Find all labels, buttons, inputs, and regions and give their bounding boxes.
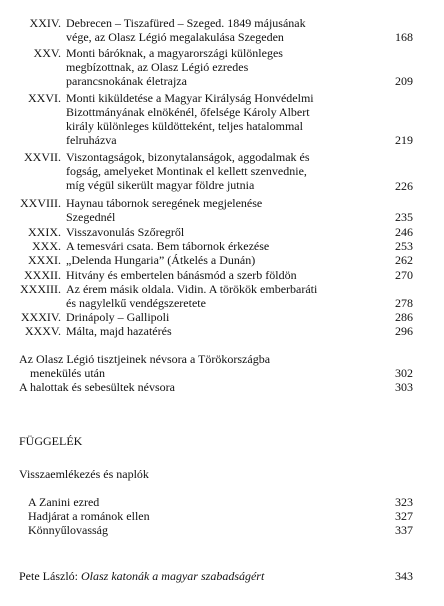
page-number: 235 xyxy=(395,210,413,224)
chapter-number: XXXIV. xyxy=(20,310,61,324)
chapter-title: Visszavonulás Szőregről xyxy=(66,225,185,239)
chapter-title: Haynau tábornok seregének megjelenése Szegednél xyxy=(66,196,263,224)
chapter-number: XXV. xyxy=(33,46,61,60)
chapter-title: Viszontagságok, bizonytalanságok, aggodalmak és fogság, amelyeket Montinak el kellett szenvednie, míg végül sikerült magyar földre jutnia xyxy=(66,150,310,192)
page-number: 253 xyxy=(395,239,413,253)
chapter-number: XXIX. xyxy=(28,225,61,239)
chapter-title: Hitvány és embertelen bánásmód a szerb földön xyxy=(66,268,297,282)
appendix-heading: FÜGGELÉK xyxy=(19,434,83,448)
page-number: 337 xyxy=(395,523,413,537)
page-number: 286 xyxy=(395,310,413,324)
page-number: 323 xyxy=(395,495,413,509)
page-number: 226 xyxy=(395,179,413,193)
chapter-title: Debrecen – Tiszafüred – Szeged. 1849 májusának vége, az Olasz Légió megalakulása Szegeden xyxy=(66,16,306,44)
chapter-number: XXXV. xyxy=(24,324,61,338)
chapter-title: Drinápoly – Gallipoli xyxy=(66,310,170,324)
page-number: 168 xyxy=(395,30,413,44)
page-number: 246 xyxy=(395,225,413,239)
page-number: 219 xyxy=(395,133,413,147)
chapter-number: XXVIII. xyxy=(20,196,61,210)
chapter-number: XXVII. xyxy=(24,150,61,164)
chapter-title: Málta, majd hazatérés xyxy=(66,324,172,338)
chapter-title: A temesvári csata. Bem tábornok érkezése xyxy=(66,239,270,253)
page-number: 278 xyxy=(395,296,413,310)
essay-title: Olasz katonák a magyar szabadságért xyxy=(80,569,265,583)
page-number: 343 xyxy=(395,569,413,583)
page-number: 302 xyxy=(395,366,413,380)
chapter-title: Az érem másik oldala. Vidin. A törökök emberbaráti és nagylelkű vendégszeretete xyxy=(66,282,318,310)
chapter-number: XXVI. xyxy=(28,91,61,105)
chapter-number: XXXII. xyxy=(24,268,61,282)
page-number: 303 xyxy=(395,380,413,394)
page-number: 296 xyxy=(395,324,413,338)
author: Pete László: xyxy=(19,569,81,583)
chapter-title: Monti kiküldetése a Magyar Királyság Honvédelmi Bizottmányának elnökénél, őfelsége Károly Albert király különleges küldötteként, teljes hatalommal felruházva xyxy=(66,91,314,147)
page-number: 327 xyxy=(395,509,413,523)
memoirs-heading: Visszaemlékezés és naplók xyxy=(19,467,149,481)
page-number: 262 xyxy=(395,253,413,267)
chapter-number: XXXIII. xyxy=(20,282,61,296)
chapter-number: XXXI. xyxy=(28,253,61,267)
chapter-title: Monti báróknak, a magyarországi különleges megbízottnak, az Olasz Légió ezredes parancsnokának életrajza xyxy=(66,46,283,88)
page-number: 209 xyxy=(395,74,413,88)
chapter-number: XXIV. xyxy=(29,16,61,30)
toc-page: XXIV. Debrecen – Tiszafüred – Szeged. 1849 májusának vége, az Olasz Légió megalakulása Szegeden 168 XXV. Monti báróknak, a magyarországi különleges megbízottnak, az Olasz Légió ezredes parancsnokának életrajza 209 XXVI. Monti kiküldetése a Magyar Királyság Honvédelmi Bizottmányának elnökénél, őfelsége Károly Albert király különleges küldötteként, teljes hatalommal felruházva 219 XXVII. Viszontagságok, bizonytalanságok, aggodalmak és fogság, amelyeket Montinak el kellett szenvednie, míg végül sikerült magyar földre jutnia 226 XXVIII. Haynau tábornok seregének megjelenése Szegednél 235 XXIX. Visszavonulás Szőregről 246 XXX. A temesvári csata. Bem tábornok érkezése 253 XXXI. „Delenda Hungaria” (Átkelés a Dunán) 262 XXXII. Hitvány és embertelen bánásmód a szerb földön 270 XXXIII. Az érem másik oldala. Vidin. A törökök emberbaráti és nagylelkű vendégszeretete 278 XXXIV. Drinápoly – Gallipoli 286 XXXV. Málta, majd hazatérés 296 Az Olasz Légió tisztjeinek névsora a Törökországba menekülés után 302 A halottak és sebesültek névsora 303 FÜGGELÉK Visszaemlékezés és naplók A Zanini ezred 323 Hadjárat a románok ellen 327 Könnyűlovasság 337 Pete László: Olasz katonák a magyar szabadságért 343 xyxy=(0,0,444,606)
chapter-title: „Delenda Hungaria” (Átkelés a Dunán) xyxy=(66,253,256,267)
page-number: 270 xyxy=(395,268,413,282)
chapter-number: XXX. xyxy=(32,239,61,253)
